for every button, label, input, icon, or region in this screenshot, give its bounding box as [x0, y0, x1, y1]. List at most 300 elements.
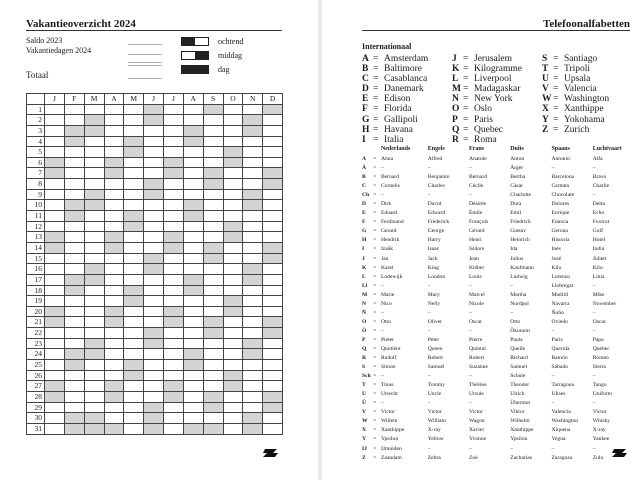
- day-cell[interactable]: [45, 254, 65, 265]
- day-cell[interactable]: [124, 179, 144, 190]
- day-cell[interactable]: [164, 307, 184, 318]
- day-cell[interactable]: [65, 115, 85, 126]
- day-cell[interactable]: [164, 264, 184, 275]
- day-cell[interactable]: [263, 339, 283, 350]
- day-cell[interactable]: [164, 147, 184, 158]
- day-cell[interactable]: [85, 126, 105, 137]
- day-cell[interactable]: [204, 243, 224, 254]
- day-cell[interactable]: [45, 371, 65, 382]
- day-cell[interactable]: [105, 413, 125, 424]
- day-cell[interactable]: [224, 115, 244, 126]
- day-cell[interactable]: [65, 126, 85, 137]
- day-cell[interactable]: [164, 158, 184, 169]
- day-cell[interactable]: [65, 328, 85, 339]
- day-cell[interactable]: [105, 115, 125, 126]
- day-cell[interactable]: [204, 115, 224, 126]
- day-cell[interactable]: [85, 105, 105, 116]
- day-cell[interactable]: [124, 349, 144, 360]
- day-cell[interactable]: [65, 243, 85, 254]
- day-cell[interactable]: [65, 371, 85, 382]
- day-cell[interactable]: [45, 105, 65, 116]
- day-cell[interactable]: [243, 126, 263, 137]
- day-cell[interactable]: [224, 126, 244, 137]
- day-cell[interactable]: [263, 168, 283, 179]
- day-cell[interactable]: [263, 349, 283, 360]
- day-cell[interactable]: [144, 424, 164, 435]
- day-cell[interactable]: [204, 232, 224, 243]
- day-cell[interactable]: [243, 137, 263, 148]
- day-cell[interactable]: [85, 222, 105, 233]
- day-cell[interactable]: [85, 286, 105, 297]
- day-cell[interactable]: [204, 328, 224, 339]
- day-cell[interactable]: [184, 349, 204, 360]
- day-cell[interactable]: [124, 275, 144, 286]
- day-cell[interactable]: [204, 211, 224, 222]
- day-cell[interactable]: [85, 211, 105, 222]
- day-cell[interactable]: [85, 168, 105, 179]
- day-cell[interactable]: [85, 307, 105, 318]
- day-cell[interactable]: [224, 232, 244, 243]
- day-cell[interactable]: [124, 328, 144, 339]
- day-cell[interactable]: [204, 126, 224, 137]
- day-cell[interactable]: [105, 349, 125, 360]
- day-cell[interactable]: [144, 264, 164, 275]
- day-cell[interactable]: [65, 200, 85, 211]
- day-cell[interactable]: [243, 371, 263, 382]
- day-cell[interactable]: [224, 307, 244, 318]
- day-cell[interactable]: [243, 190, 263, 201]
- day-cell[interactable]: [45, 307, 65, 318]
- day-cell[interactable]: [144, 179, 164, 190]
- day-cell[interactable]: [243, 328, 263, 339]
- day-cell[interactable]: [45, 424, 65, 435]
- day-cell[interactable]: [105, 275, 125, 286]
- day-cell[interactable]: [65, 392, 85, 403]
- day-cell[interactable]: [105, 105, 125, 116]
- day-cell[interactable]: [164, 403, 184, 414]
- day-cell[interactable]: [263, 392, 283, 403]
- day-cell[interactable]: [45, 232, 65, 243]
- day-cell[interactable]: [224, 317, 244, 328]
- day-cell[interactable]: [224, 168, 244, 179]
- day-cell[interactable]: [85, 371, 105, 382]
- day-cell[interactable]: [85, 403, 105, 414]
- day-cell[interactable]: [124, 190, 144, 201]
- day-cell[interactable]: [45, 328, 65, 339]
- day-cell[interactable]: [184, 413, 204, 424]
- day-cell[interactable]: [105, 243, 125, 254]
- day-cell[interactable]: [105, 254, 125, 265]
- day-cell[interactable]: [263, 190, 283, 201]
- day-cell[interactable]: [105, 264, 125, 275]
- day-cell[interactable]: [85, 254, 105, 265]
- day-cell[interactable]: [224, 275, 244, 286]
- day-cell[interactable]: [184, 275, 204, 286]
- day-cell[interactable]: [243, 307, 263, 318]
- day-cell[interactable]: [224, 371, 244, 382]
- day-cell[interactable]: [85, 137, 105, 148]
- day-cell[interactable]: [85, 275, 105, 286]
- day-cell[interactable]: [105, 147, 125, 158]
- day-cell[interactable]: [85, 232, 105, 243]
- day-cell[interactable]: [164, 381, 184, 392]
- day-cell[interactable]: [45, 286, 65, 297]
- day-cell[interactable]: [263, 413, 283, 424]
- day-cell[interactable]: [263, 317, 283, 328]
- day-cell[interactable]: [45, 137, 65, 148]
- day-cell[interactable]: [263, 115, 283, 126]
- day-cell[interactable]: [144, 126, 164, 137]
- day-cell[interactable]: [144, 158, 164, 169]
- day-cell[interactable]: [263, 179, 283, 190]
- day-cell[interactable]: [65, 275, 85, 286]
- day-cell[interactable]: [243, 275, 263, 286]
- day-cell[interactable]: [184, 147, 204, 158]
- day-cell[interactable]: [263, 286, 283, 297]
- day-cell[interactable]: [144, 307, 164, 318]
- day-cell[interactable]: [224, 147, 244, 158]
- day-cell[interactable]: [144, 371, 164, 382]
- day-cell[interactable]: [65, 413, 85, 424]
- day-cell[interactable]: [164, 179, 184, 190]
- day-cell[interactable]: [263, 307, 283, 318]
- day-cell[interactable]: [65, 179, 85, 190]
- day-cell[interactable]: [224, 243, 244, 254]
- day-cell[interactable]: [204, 339, 224, 350]
- day-cell[interactable]: [243, 392, 263, 403]
- day-cell[interactable]: [45, 360, 65, 371]
- day-cell[interactable]: [204, 413, 224, 424]
- day-cell[interactable]: [144, 413, 164, 424]
- day-cell[interactable]: [124, 115, 144, 126]
- day-cell[interactable]: [224, 360, 244, 371]
- day-cell[interactable]: [144, 381, 164, 392]
- day-cell[interactable]: [263, 328, 283, 339]
- day-cell[interactable]: [184, 200, 204, 211]
- day-cell[interactable]: [85, 200, 105, 211]
- day-cell[interactable]: [184, 190, 204, 201]
- day-cell[interactable]: [184, 424, 204, 435]
- day-cell[interactable]: [224, 339, 244, 350]
- day-cell[interactable]: [105, 232, 125, 243]
- day-cell[interactable]: [45, 115, 65, 126]
- day-cell[interactable]: [184, 126, 204, 137]
- day-cell[interactable]: [45, 264, 65, 275]
- day-cell[interactable]: [243, 115, 263, 126]
- day-cell[interactable]: [45, 392, 65, 403]
- day-cell[interactable]: [144, 137, 164, 148]
- day-cell[interactable]: [144, 243, 164, 254]
- day-cell[interactable]: [164, 371, 184, 382]
- day-cell[interactable]: [105, 286, 125, 297]
- day-cell[interactable]: [184, 360, 204, 371]
- day-cell[interactable]: [164, 275, 184, 286]
- day-cell[interactable]: [144, 360, 164, 371]
- day-cell[interactable]: [164, 243, 184, 254]
- day-cell[interactable]: [224, 222, 244, 233]
- day-cell[interactable]: [85, 179, 105, 190]
- day-cell[interactable]: [85, 115, 105, 126]
- day-cell[interactable]: [105, 403, 125, 414]
- day-cell[interactable]: [105, 190, 125, 201]
- day-cell[interactable]: [224, 328, 244, 339]
- day-cell[interactable]: [184, 168, 204, 179]
- day-cell[interactable]: [204, 424, 224, 435]
- day-cell[interactable]: [105, 371, 125, 382]
- day-cell[interactable]: [124, 360, 144, 371]
- day-cell[interactable]: [164, 115, 184, 126]
- day-cell[interactable]: [224, 137, 244, 148]
- day-cell[interactable]: [224, 381, 244, 392]
- day-cell[interactable]: [263, 158, 283, 169]
- day-cell[interactable]: [45, 275, 65, 286]
- day-cell[interactable]: [105, 137, 125, 148]
- day-cell[interactable]: [263, 264, 283, 275]
- day-cell[interactable]: [65, 147, 85, 158]
- day-cell[interactable]: [85, 413, 105, 424]
- day-cell[interactable]: [124, 147, 144, 158]
- day-cell[interactable]: [164, 413, 184, 424]
- day-cell[interactable]: [85, 317, 105, 328]
- day-cell[interactable]: [45, 211, 65, 222]
- day-cell[interactable]: [184, 211, 204, 222]
- day-cell[interactable]: [65, 307, 85, 318]
- day-cell[interactable]: [124, 200, 144, 211]
- day-cell[interactable]: [124, 307, 144, 318]
- day-cell[interactable]: [164, 286, 184, 297]
- day-cell[interactable]: [144, 115, 164, 126]
- day-cell[interactable]: [164, 200, 184, 211]
- day-cell[interactable]: [164, 190, 184, 201]
- day-cell[interactable]: [204, 168, 224, 179]
- day-cell[interactable]: [124, 413, 144, 424]
- day-cell[interactable]: [65, 222, 85, 233]
- day-cell[interactable]: [184, 158, 204, 169]
- day-cell[interactable]: [243, 254, 263, 265]
- day-cell[interactable]: [45, 200, 65, 211]
- day-cell[interactable]: [164, 360, 184, 371]
- day-cell[interactable]: [65, 264, 85, 275]
- day-cell[interactable]: [124, 105, 144, 116]
- day-cell[interactable]: [224, 211, 244, 222]
- day-cell[interactable]: [45, 403, 65, 414]
- day-cell[interactable]: [243, 243, 263, 254]
- day-cell[interactable]: [164, 126, 184, 137]
- day-cell[interactable]: [263, 105, 283, 116]
- day-cell[interactable]: [124, 371, 144, 382]
- day-cell[interactable]: [243, 200, 263, 211]
- day-cell[interactable]: [85, 328, 105, 339]
- day-cell[interactable]: [184, 264, 204, 275]
- day-cell[interactable]: [65, 296, 85, 307]
- day-cell[interactable]: [263, 403, 283, 414]
- day-cell[interactable]: [224, 413, 244, 424]
- day-cell[interactable]: [85, 349, 105, 360]
- day-cell[interactable]: [65, 137, 85, 148]
- day-cell[interactable]: [45, 413, 65, 424]
- day-cell[interactable]: [204, 264, 224, 275]
- day-cell[interactable]: [164, 222, 184, 233]
- day-cell[interactable]: [144, 286, 164, 297]
- day-cell[interactable]: [204, 317, 224, 328]
- day-cell[interactable]: [65, 286, 85, 297]
- day-cell[interactable]: [263, 381, 283, 392]
- day-cell[interactable]: [45, 339, 65, 350]
- day-cell[interactable]: [144, 211, 164, 222]
- day-cell[interactable]: [144, 275, 164, 286]
- day-cell[interactable]: [224, 392, 244, 403]
- day-cell[interactable]: [144, 190, 164, 201]
- day-cell[interactable]: [124, 424, 144, 435]
- day-cell[interactable]: [184, 403, 204, 414]
- day-cell[interactable]: [204, 147, 224, 158]
- day-cell[interactable]: [184, 222, 204, 233]
- day-cell[interactable]: [263, 296, 283, 307]
- day-cell[interactable]: [204, 190, 224, 201]
- day-cell[interactable]: [184, 137, 204, 148]
- day-cell[interactable]: [224, 403, 244, 414]
- day-cell[interactable]: [85, 424, 105, 435]
- day-cell[interactable]: [105, 200, 125, 211]
- day-cell[interactable]: [243, 381, 263, 392]
- day-cell[interactable]: [263, 243, 283, 254]
- day-cell[interactable]: [224, 296, 244, 307]
- day-cell[interactable]: [204, 392, 224, 403]
- day-cell[interactable]: [164, 254, 184, 265]
- day-cell[interactable]: [45, 243, 65, 254]
- day-cell[interactable]: [263, 126, 283, 137]
- day-cell[interactable]: [243, 158, 263, 169]
- day-cell[interactable]: [164, 392, 184, 403]
- day-cell[interactable]: [164, 328, 184, 339]
- day-cell[interactable]: [105, 328, 125, 339]
- day-cell[interactable]: [263, 232, 283, 243]
- day-cell[interactable]: [124, 264, 144, 275]
- day-cell[interactable]: [85, 296, 105, 307]
- day-cell[interactable]: [65, 381, 85, 392]
- day-cell[interactable]: [184, 317, 204, 328]
- day-cell[interactable]: [105, 168, 125, 179]
- day-cell[interactable]: [184, 115, 204, 126]
- day-cell[interactable]: [184, 296, 204, 307]
- day-cell[interactable]: [65, 105, 85, 116]
- day-cell[interactable]: [144, 222, 164, 233]
- day-cell[interactable]: [65, 349, 85, 360]
- day-cell[interactable]: [65, 211, 85, 222]
- day-cell[interactable]: [204, 275, 224, 286]
- day-cell[interactable]: [204, 137, 224, 148]
- day-cell[interactable]: [124, 339, 144, 350]
- day-cell[interactable]: [204, 254, 224, 265]
- day-cell[interactable]: [124, 211, 144, 222]
- day-cell[interactable]: [45, 222, 65, 233]
- day-cell[interactable]: [243, 413, 263, 424]
- day-cell[interactable]: [243, 286, 263, 297]
- day-cell[interactable]: [224, 264, 244, 275]
- day-cell[interactable]: [85, 360, 105, 371]
- day-cell[interactable]: [124, 243, 144, 254]
- day-cell[interactable]: [45, 147, 65, 158]
- day-cell[interactable]: [144, 392, 164, 403]
- day-cell[interactable]: [243, 349, 263, 360]
- day-cell[interactable]: [45, 190, 65, 201]
- day-cell[interactable]: [164, 137, 184, 148]
- day-cell[interactable]: [243, 296, 263, 307]
- day-cell[interactable]: [243, 211, 263, 222]
- day-cell[interactable]: [184, 232, 204, 243]
- day-cell[interactable]: [65, 403, 85, 414]
- day-cell[interactable]: [65, 168, 85, 179]
- day-cell[interactable]: [144, 254, 164, 265]
- day-cell[interactable]: [243, 360, 263, 371]
- day-cell[interactable]: [204, 349, 224, 360]
- day-cell[interactable]: [164, 296, 184, 307]
- day-cell[interactable]: [45, 126, 65, 137]
- day-cell[interactable]: [243, 264, 263, 275]
- day-cell[interactable]: [184, 392, 204, 403]
- day-cell[interactable]: [85, 147, 105, 158]
- day-cell[interactable]: [45, 317, 65, 328]
- day-cell[interactable]: [243, 339, 263, 350]
- day-cell[interactable]: [204, 296, 224, 307]
- day-cell[interactable]: [224, 158, 244, 169]
- day-cell[interactable]: [184, 254, 204, 265]
- day-cell[interactable]: [124, 126, 144, 137]
- day-cell[interactable]: [263, 360, 283, 371]
- day-cell[interactable]: [65, 317, 85, 328]
- day-cell[interactable]: [243, 403, 263, 414]
- day-cell[interactable]: [144, 105, 164, 116]
- day-cell[interactable]: [65, 254, 85, 265]
- day-cell[interactable]: [263, 371, 283, 382]
- day-cell[interactable]: [65, 424, 85, 435]
- day-cell[interactable]: [105, 211, 125, 222]
- day-cell[interactable]: [85, 158, 105, 169]
- day-cell[interactable]: [124, 254, 144, 265]
- day-cell[interactable]: [184, 105, 204, 116]
- day-cell[interactable]: [105, 392, 125, 403]
- day-cell[interactable]: [243, 232, 263, 243]
- day-cell[interactable]: [184, 371, 204, 382]
- day-cell[interactable]: [263, 211, 283, 222]
- day-cell[interactable]: [263, 200, 283, 211]
- day-cell[interactable]: [164, 349, 184, 360]
- day-cell[interactable]: [105, 307, 125, 318]
- day-cell[interactable]: [65, 360, 85, 371]
- day-cell[interactable]: [224, 254, 244, 265]
- day-cell[interactable]: [204, 371, 224, 382]
- day-cell[interactable]: [164, 211, 184, 222]
- day-cell[interactable]: [85, 243, 105, 254]
- day-cell[interactable]: [144, 232, 164, 243]
- day-cell[interactable]: [204, 403, 224, 414]
- day-cell[interactable]: [144, 168, 164, 179]
- day-cell[interactable]: [124, 232, 144, 243]
- day-cell[interactable]: [144, 296, 164, 307]
- day-cell[interactable]: [204, 307, 224, 318]
- day-cell[interactable]: [124, 403, 144, 414]
- day-cell[interactable]: [65, 190, 85, 201]
- day-cell[interactable]: [204, 105, 224, 116]
- day-cell[interactable]: [224, 349, 244, 360]
- day-cell[interactable]: [85, 190, 105, 201]
- day-cell[interactable]: [65, 232, 85, 243]
- day-cell[interactable]: [105, 339, 125, 350]
- day-cell[interactable]: [124, 168, 144, 179]
- day-cell[interactable]: [204, 179, 224, 190]
- day-cell[interactable]: [164, 168, 184, 179]
- day-cell[interactable]: [164, 317, 184, 328]
